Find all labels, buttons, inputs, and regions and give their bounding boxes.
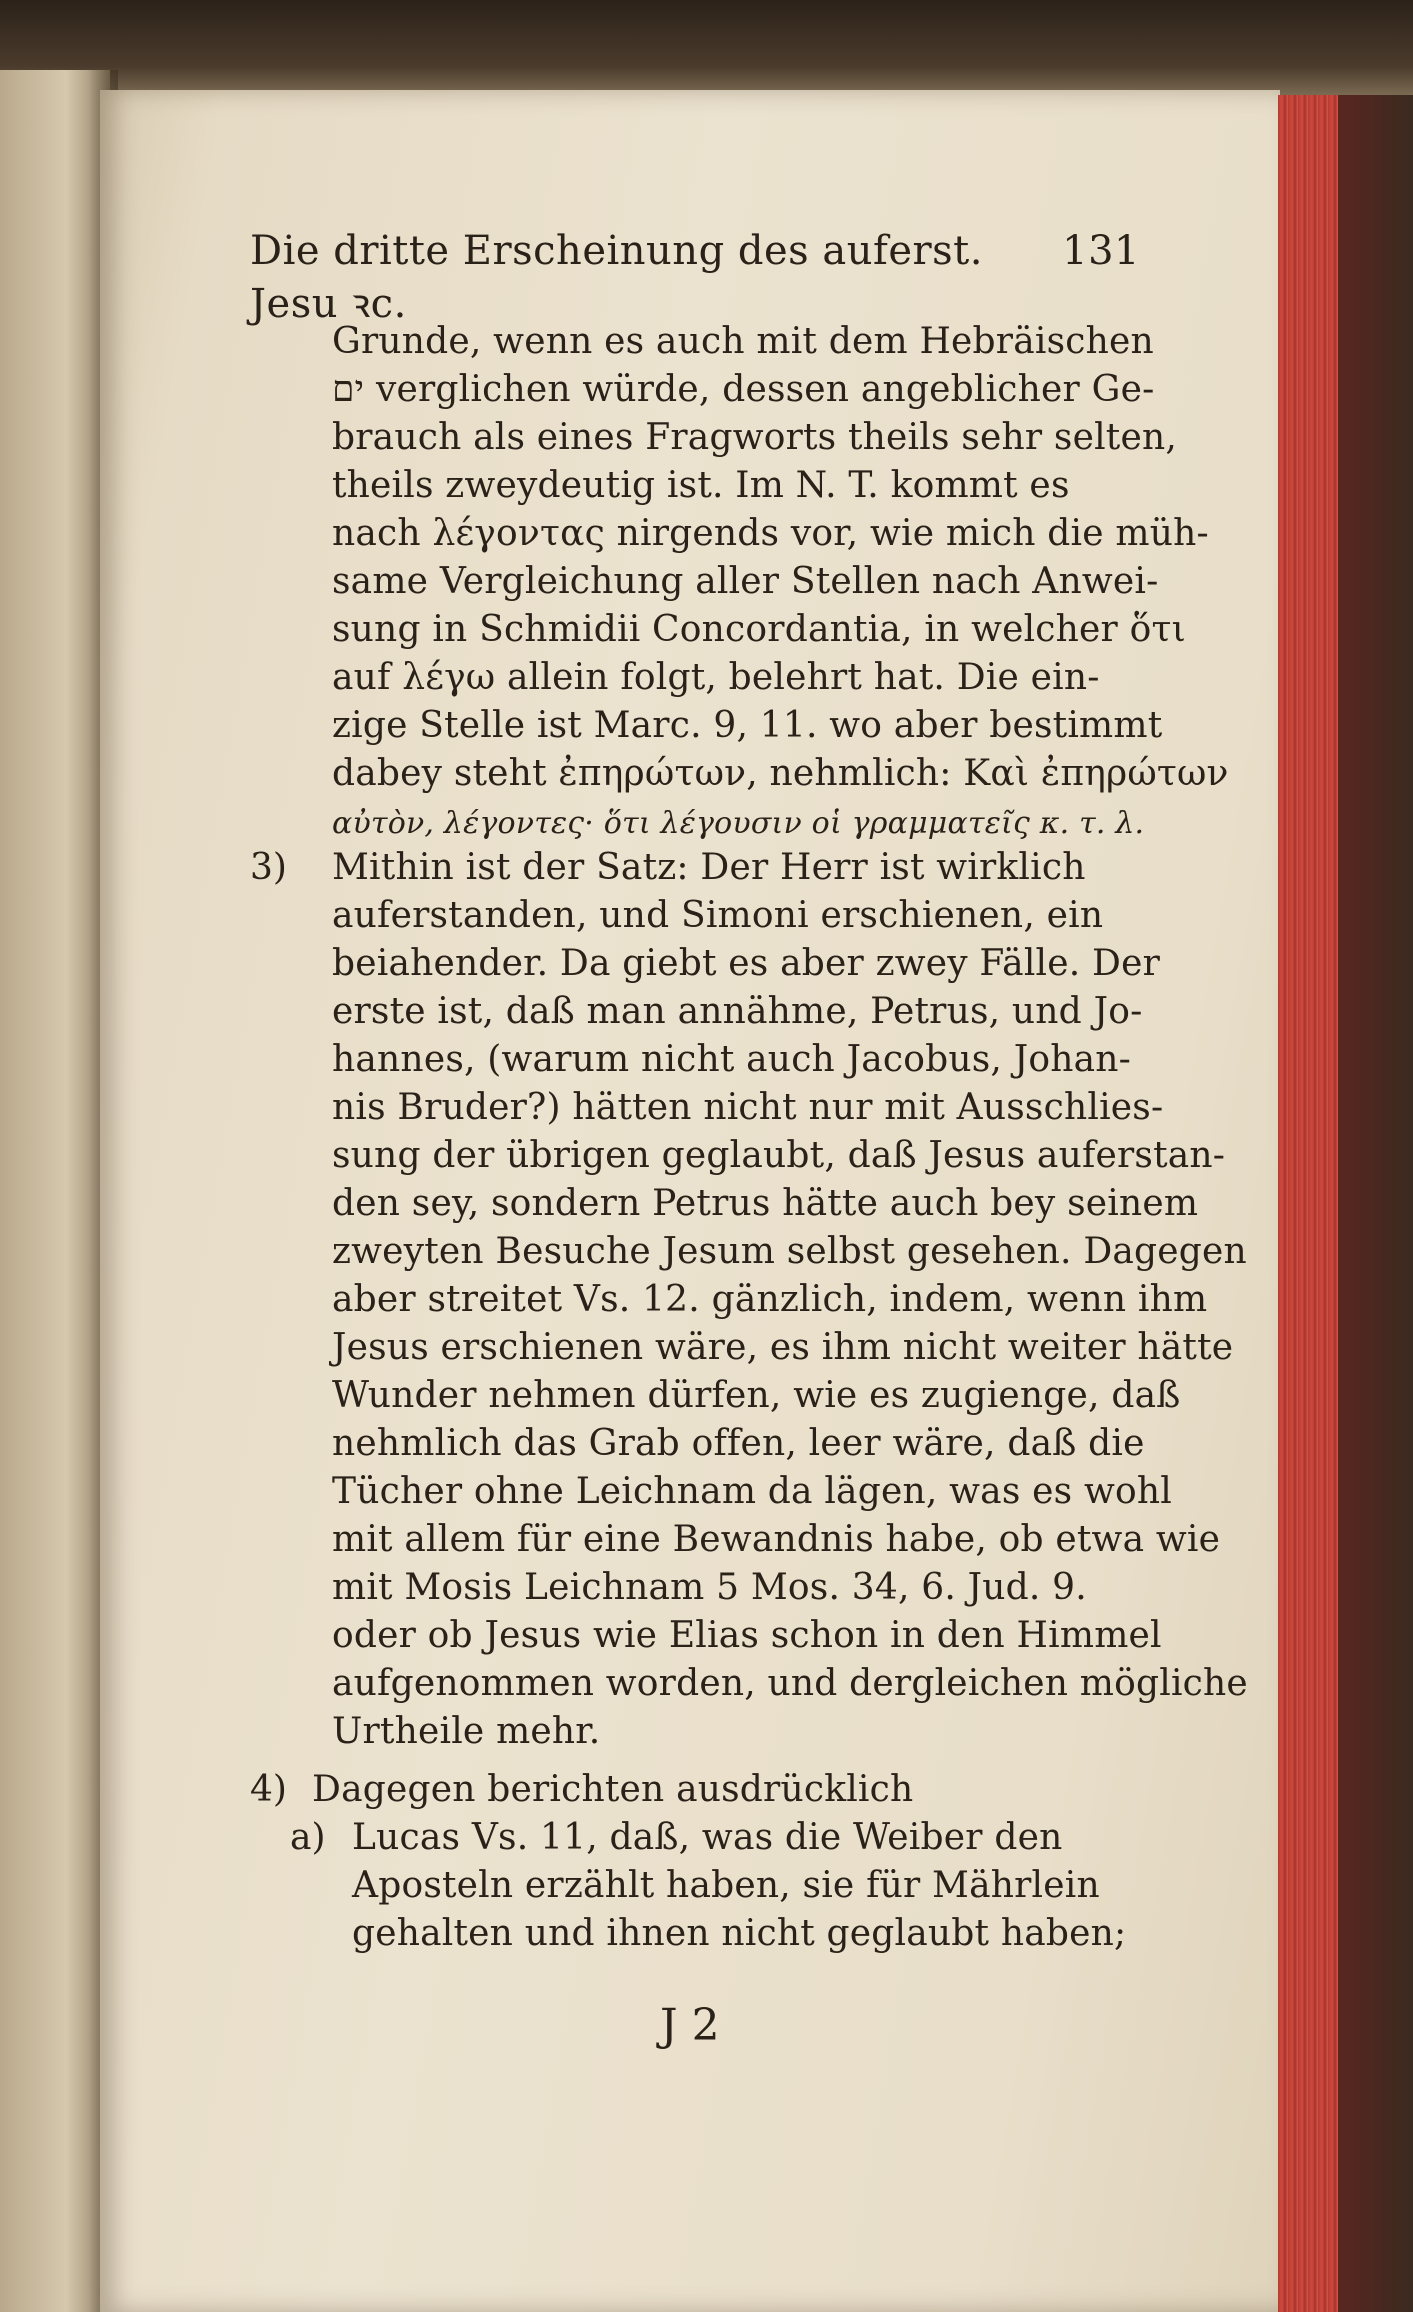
subsection-a-label: a) <box>290 1817 326 1858</box>
text-line: dabey steht ἐπηρώτων, nehmlich: Καὶ ἐπηρώτων <box>332 753 1229 794</box>
text-line: nehmlich das Grab offen, leer wäre, daß die <box>332 1423 1145 1464</box>
page-number: 131 <box>1062 228 1140 274</box>
section-4-heading: Dagegen berichten ausdrücklich <box>312 1769 914 1810</box>
text-line: auf λέγω allein folgt, belehrt hat. Die ein- <box>332 657 1100 698</box>
text-line: gehalten und ihnen nicht geglaubt haben; <box>352 1913 1127 1954</box>
text-line: Tücher ohne Leichnam da lägen, was es wohl <box>332 1471 1172 1512</box>
section-4-label: 4) <box>250 1769 287 1810</box>
page-edge-red <box>1278 95 1338 2312</box>
text-line: sung der übrigen geglaubt, daß Jesus auferstan- <box>332 1135 1226 1176</box>
text-line: auferstanden, und Simoni erschienen, ein <box>332 895 1104 936</box>
text-line: theils zweydeutig ist. Im N. T. kommt es <box>332 465 1070 506</box>
text-line: zige Stelle ist Marc. 9, 11. wo aber bestimmt <box>332 705 1163 746</box>
text-line: Mithin ist der Satz: Der Herr ist wirklich <box>332 847 1086 888</box>
text-line: sung in Schmidii Concordantia, in welcher ὅτι <box>332 609 1186 650</box>
text-line: nis Bruder?) hätten nicht nur mit Ausschlies- <box>332 1087 1164 1128</box>
text-line: hannes, (warum nicht auch Jacobus, Johan- <box>332 1039 1132 1080</box>
section-3-label: 3) <box>250 847 287 888</box>
text-line: oder ob Jesus wie Elias schon in den Himmel <box>332 1615 1162 1656</box>
text-line: beiahender. Da giebt es aber zwey Fälle. Der <box>332 943 1161 984</box>
text-line: Wunder nehmen dürfen, wie es zugienge, daß <box>332 1375 1181 1416</box>
text-line: den sey, sondern Petrus hätte auch bey seinem <box>332 1183 1199 1224</box>
text-line: brauch als eines Fragworts theils sehr selten, <box>332 417 1178 458</box>
text-line-greek: αὐτὸν, λέγοντες· ὅτι λέγουσιν οἱ γραμματεῖς κ. τ. λ. <box>332 806 1145 841</box>
text-line: Lucas Vs. 11, daß, was die Weiber den <box>352 1817 1063 1858</box>
running-head-title: Die dritte Erscheinung des auferst. Jesu ꝛc. <box>250 228 983 327</box>
text-line: erste ist, daß man annähme, Petrus, und Jo- <box>332 991 1143 1032</box>
text-line: mit allem für eine Bewandnis habe, ob etwa wie <box>332 1519 1221 1560</box>
text-line: Urtheile mehr. <box>332 1711 601 1752</box>
text-line: Grunde, wenn es auch mit dem Hebräischen <box>332 321 1154 362</box>
book-cover-right <box>1338 95 1413 2312</box>
text-line: same Vergleichung aller Stellen nach Anwei- <box>332 561 1159 602</box>
text-line: zweyten Besuche Jesum selbst gesehen. Dagegen <box>332 1231 1247 1272</box>
text-line: aber streitet Vs. 12. gänzlich, indem, wenn ihm <box>332 1279 1208 1320</box>
running-head <box>250 228 1140 327</box>
text-line: nach λέγοντας nirgends vor, wie mich die müh- <box>332 513 1209 554</box>
text-line: Jesus erschienen wäre, es ihm nicht weiter hätte <box>332 1327 1234 1368</box>
signature-mark: J 2 <box>660 2000 720 2051</box>
text-line: Aposteln erzählt haben, sie für Mährlein <box>352 1865 1100 1906</box>
book-cover-top <box>0 0 1413 95</box>
text-line: ים verglichen würde, dessen angeblicher Ge- <box>332 369 1155 410</box>
text-line: mit Mosis Leichnam 5 Mos. 34, 6. Jud. 9. <box>332 1567 1087 1608</box>
text-line: aufgenommen worden, und dergleichen mögliche <box>332 1663 1248 1704</box>
